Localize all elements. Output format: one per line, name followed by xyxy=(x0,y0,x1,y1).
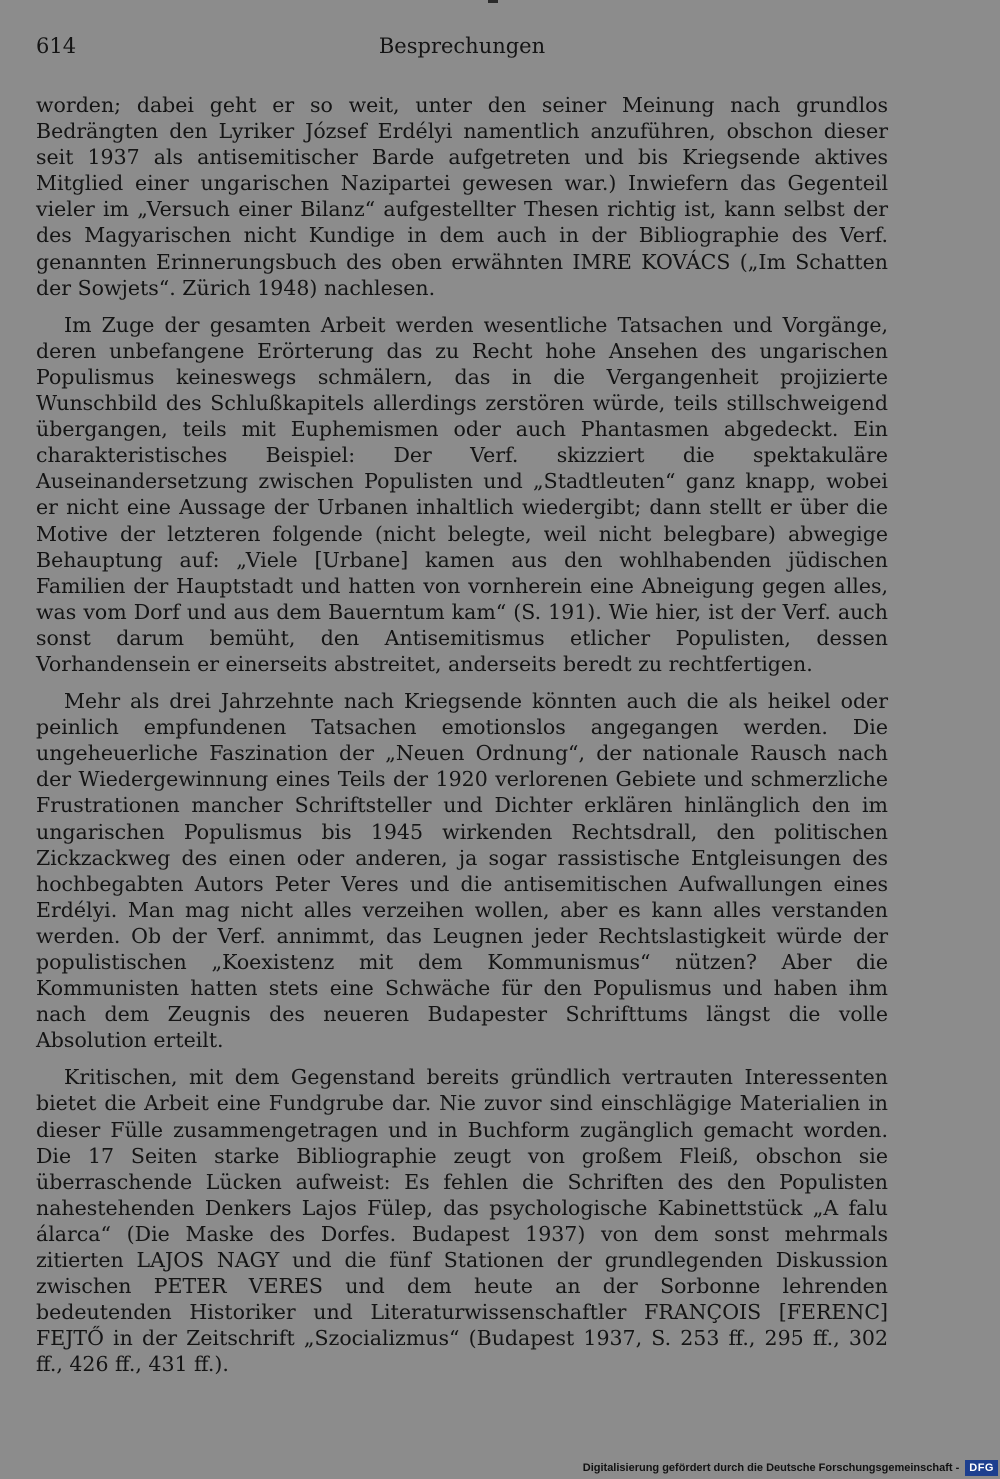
digitization-footer xyxy=(581,1457,1000,1479)
paragraph-4: Kritischen, mit dem Gegenstand bereits gründlich vertrauten Interessenten bietet die Arbeit eine Fundgrube dar. Nie zuvor sind einschlägige Materialien in dieser Fülle zusammengetragen und in Buchform zugänglich gemacht worden. Die 17 Seiten starke Bibliographie zeugt von großem Fleiß, obschon sie überraschende Lücken aufweist: Es fehlen die Schriften des den Populisten nahestehenden Denkers Lajos Fülep, das psychologische Kabinettstück „A falu álarca“ (Die Maske des Dorfes. Budapest 1937) von dem sonst mehrmals zitierten LAJOS NAGY und die fünf Stationen der grundlegenden Diskussion zwischen PETER VERES und dem heute an der Sorbonne lehrenden bedeutenden Historiker und Literaturwissenschaftler FRANÇOIS [FERENC] FEJTŐ in der Zeitschrift „Szocializmus“ (Budapest 1937, S. 253 ff., 295 ff., 302 ff., 426 ff., 431 ff.). xyxy=(36,1065,888,1377)
paragraph-3: Mehr als drei Jahrzehnte nach Kriegsende könnten auch die als heikel oder peinlich empfundenen Tatsachen emotionslos angegangen werden. Die ungeheuerliche Faszination der „Neuen Ordnung“, der nationale Rausch nach der Wiedergewinnung eines Teils der 1920 verlorenen Gebiete und schmerzliche Frustrationen mancher Schriftsteller und Dichter erklären hinlänglich den im ungarischen Populismus bis 1945 wirkenden Rechtsdrall, den politischen Zickzackweg des einen oder anderen, ja sogar rassistische Entgleisungen des hochbegabten Autors Peter Veres und die antisemitischen Aufwallungen eines Erdélyi. Man mag nicht alles verzeihen wollen, aber es kann alles verstanden werden. Ob der Verf. annimmt, das Leugnen jeder Rechtslastigkeit würde der populistischen „Koexistenz mit dem Kommunismus“ nützen? Aber die Kommunisten hatten stets eine Schwäche für den Populismus und haben ihm nach dem Zeugnis des neueren Budapester Schrifttums längst die volle Absolution erteilt. xyxy=(36,689,888,1053)
footer-credit: Digitalisierung gefördert durch die Deutsche Forschungsgemeinschaft - xyxy=(582,1462,960,1474)
body-text xyxy=(36,92,888,1378)
page-number: 614 xyxy=(36,34,77,58)
dfg-logo: DFG xyxy=(965,1460,998,1476)
paragraph-1: worden; dabei geht er so weit, unter den seiner Meinung nach grundlos Bedrängten den Lyriker József Erdélyi namentlich anzuführen, obschon dieser seit 1937 als antisemitischer Barde aufgetreten und bis Kriegsende aktives Mitglied einer ungarischen Nazipartei gewesen war.) Inwiefern das Gegenteil vieler im „Versuch einer Bilanz“ aufgestellter Thesen richtig ist, kann selbst der des Magyarischen nicht Kundige in dem auch in der Bibliographie des Verf. genannten Erinnerungsbuch des oben erwähnten IMRE KOVÁCS („Im Schatten der Sowjets“. Zürich 1948) nachlesen. xyxy=(36,93,888,300)
scan-edge-mark xyxy=(488,0,498,3)
page-header xyxy=(36,34,888,64)
paragraph-2: Im Zuge der gesamten Arbeit werden wesentliche Tatsachen und Vorgänge, deren unbefangene Erörterung das zu Recht hohe Ansehen des ungarischen Populismus keineswegs schmälern, das in die Vergangenheit projizierte Wunschbild des Schlußkapitels allerdings zerstören würde, teils stillschweigend übergangen, teils mit Euphemismen oder auch Phantasmen abgedeckt. Ein charakteristisches Beispiel: Der Verf. skizziert die spektakuläre Auseinandersetzung zwischen Populisten und „Stadtleuten“ ganz knapp, wobei er nicht eine Aussage der Urbanen inhaltlich wiedergibt; dann stellt er über die Motive der letzteren folgende (nicht belegte, weil nicht belegbare) abwegige Behauptung auf: „Viele [Urbane] kamen aus den wohlhabenden jüdischen Familien der Hauptstadt und hatten von vornherein eine Abneigung gegen alles, was vom Dorf und aus dem Bauerntum kam“ (S. 191). Wie hier, ist der Verf. auch sonst darum bemüht, den Antisemitismus etlicher Populisten, dessen Vorhandensein er einerseits abstreitet, anderseits beredt zu rechtfertigen. xyxy=(36,312,888,676)
running-head: Besprechungen xyxy=(378,34,546,58)
